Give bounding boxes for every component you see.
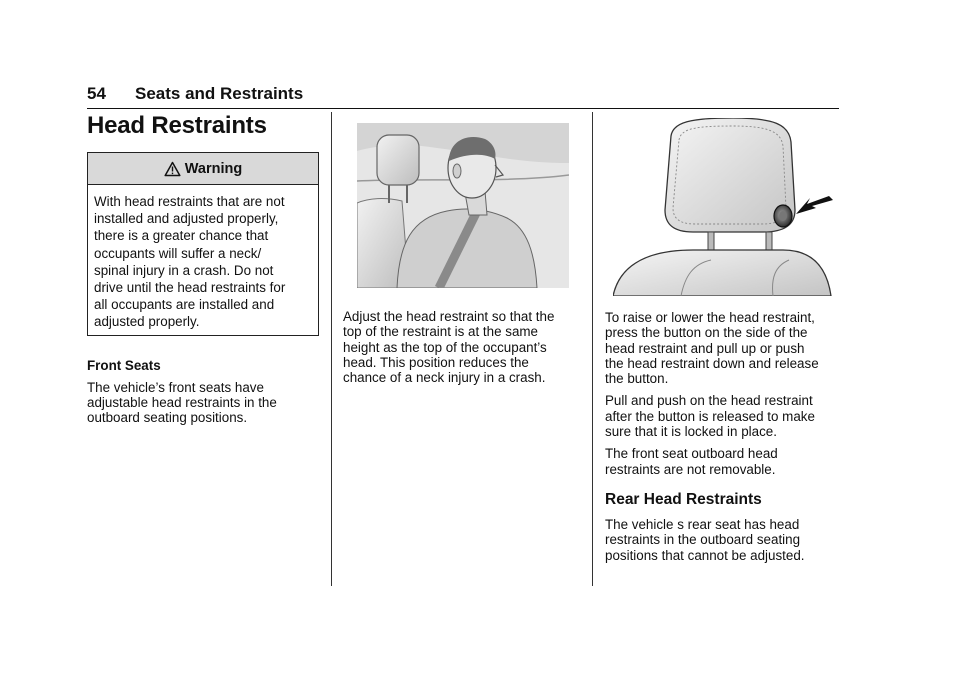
rear-head-restraints-heading: Rear Head Restraints [605, 490, 762, 508]
raise-lower-paragraph [605, 310, 841, 386]
page-header [87, 84, 839, 109]
text-line: outboard seating positions. [87, 410, 248, 426]
text-line: positions that cannot be adjusted. [605, 547, 805, 563]
text-line: adjustable head restraints in the [87, 394, 277, 410]
warning-label: Warning [184, 160, 243, 177]
text-line: press the button on the side of the [605, 325, 808, 341]
text-line: To raise or lower the head restraint, [605, 310, 815, 325]
text-line: the button. [605, 371, 669, 387]
section-title: Seats and Restraints [135, 84, 304, 103]
page-title: Head Restraints [87, 112, 267, 139]
column-divider [331, 112, 332, 586]
text-line: after the button is released to make [605, 408, 815, 424]
text-line: Pull and push on the head restraint [605, 393, 813, 409]
warning-triangle-icon [164, 161, 181, 177]
not-removable-paragraph [605, 446, 841, 477]
column-divider [592, 112, 593, 586]
text-line: height as the top of the occupant’s [343, 339, 547, 355]
pull-push-paragraph [605, 393, 841, 439]
column-1 [87, 112, 319, 433]
warning-line: adjusted properly. [94, 314, 200, 330]
text-line: restraints in the outboard seating [605, 532, 801, 548]
warning-line: spinal injury in a crash. Do not [94, 262, 274, 278]
warning-box [87, 152, 319, 336]
text-line: The vehicle’s front seats have [87, 379, 264, 395]
column-3-text [605, 310, 841, 570]
text-line: restraints are not removable. [605, 461, 776, 477]
text-line: The front seat outboard head [605, 446, 778, 462]
text-line: the head restraint down and release [605, 355, 819, 371]
warning-line: installed and adjusted properly, [94, 211, 279, 227]
text-line: head restraint and pull up or push [605, 340, 805, 356]
adjust-paragraph [343, 309, 578, 385]
warning-line: With head restraints that are not [94, 194, 285, 209]
text-line: Adjust the head restraint so that the [343, 309, 555, 324]
text-line: The vehicle s rear seat has head [605, 516, 800, 532]
text-line: chance of a neck injury in a crash. [343, 370, 546, 386]
column-2-text [343, 309, 578, 392]
warning-text [88, 185, 318, 335]
front-seats-heading: Front Seats [87, 357, 161, 373]
driver-head-restraint-illustration [357, 123, 569, 288]
warning-line: all occupants are installed and [94, 297, 275, 313]
head-restraint-button-illustration [613, 118, 835, 296]
text-line: sure that it is locked in place. [605, 424, 777, 440]
page-number: 54 [87, 84, 106, 103]
warning-line: occupants will suffer a neck/ [94, 245, 262, 261]
warning-line: drive until the head restraints for [94, 280, 286, 296]
warning-line: there is a greater chance that [94, 228, 269, 244]
rear-paragraph [605, 517, 841, 563]
warning-header [88, 153, 318, 185]
front-seats-paragraph [87, 380, 319, 426]
text-line: head. This position reduces the [343, 354, 529, 370]
text-line: top of the restraint is at the same [343, 324, 539, 340]
